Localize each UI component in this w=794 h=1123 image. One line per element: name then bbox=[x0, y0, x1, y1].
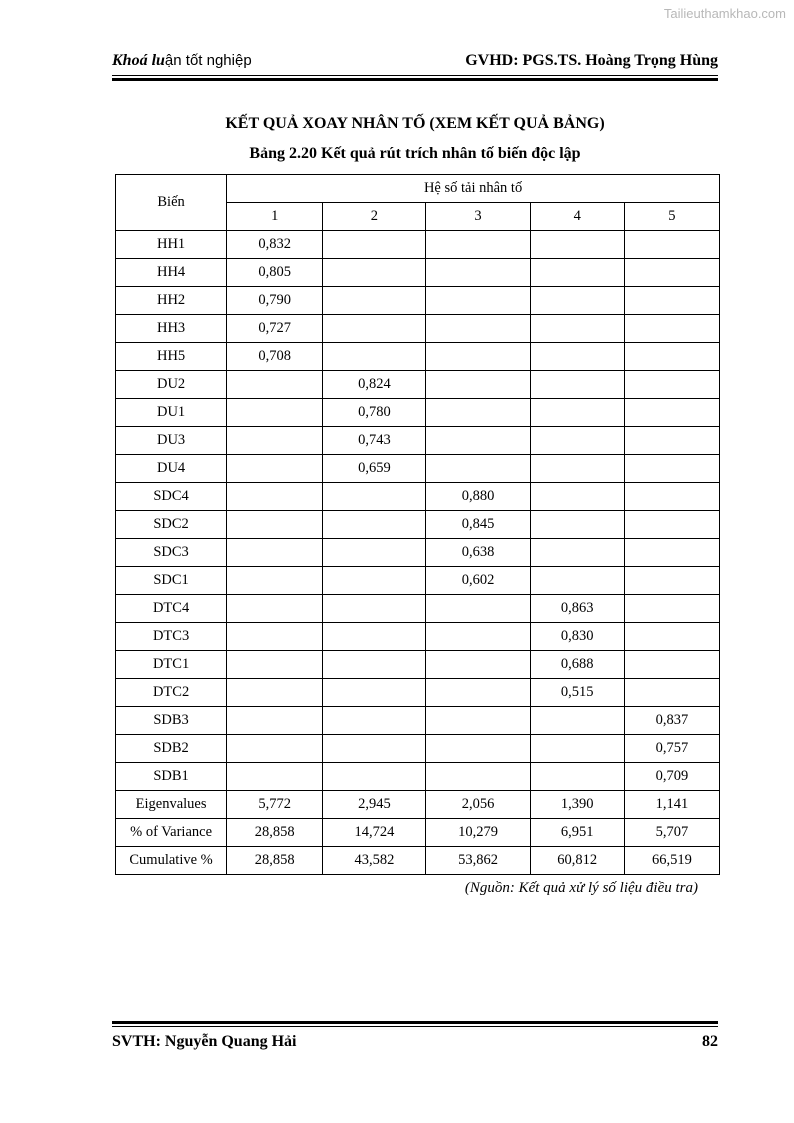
header-advisor: GVHD: PGS.TS. Hoàng Trọng Hùng bbox=[465, 52, 718, 69]
variable-cell: SDB2 bbox=[116, 735, 227, 763]
loading-cell: 0,805 bbox=[227, 259, 323, 287]
page-number: 82 bbox=[702, 1033, 718, 1050]
source-note: (Nguồn: Kết quả xử lý số liệu điều tra) bbox=[464, 880, 698, 896]
loading-cell bbox=[426, 371, 530, 399]
loading-cell bbox=[530, 399, 624, 427]
loading-cell bbox=[323, 343, 426, 371]
loading-cell: 5,772 bbox=[227, 791, 323, 819]
table-row bbox=[116, 315, 720, 343]
loading-cell bbox=[624, 651, 719, 679]
variable-cell: SDB3 bbox=[116, 707, 227, 735]
table-row bbox=[116, 427, 720, 455]
loading-cell: 0,515 bbox=[530, 679, 624, 707]
variable-cell: DTC3 bbox=[116, 623, 227, 651]
table-row bbox=[116, 287, 720, 315]
loading-cell: 10,279 bbox=[426, 819, 530, 847]
loading-cell bbox=[426, 735, 530, 763]
variable-cell: DTC2 bbox=[116, 679, 227, 707]
table-caption: Bảng 2.20 Kết quả rút trích nhân tố biến độc lập bbox=[249, 145, 581, 162]
variable-cell: DU3 bbox=[116, 427, 227, 455]
loading-cell bbox=[530, 707, 624, 735]
page-footer bbox=[112, 1031, 718, 1053]
table-row bbox=[116, 231, 720, 259]
loading-cell: 2,945 bbox=[323, 791, 426, 819]
loading-cell bbox=[227, 399, 323, 427]
loading-cell bbox=[426, 623, 530, 651]
loading-cell: 0,659 bbox=[323, 455, 426, 483]
loading-cell bbox=[624, 259, 719, 287]
loading-cell bbox=[624, 315, 719, 343]
loading-cell bbox=[624, 427, 719, 455]
loading-cell bbox=[426, 455, 530, 483]
loading-cell bbox=[323, 735, 426, 763]
loading-cell bbox=[530, 511, 624, 539]
loading-cell: 0,863 bbox=[530, 595, 624, 623]
loading-cell: 53,862 bbox=[426, 847, 530, 875]
watermark: Tailieuthamkhao.com bbox=[663, 6, 786, 21]
loading-cell bbox=[227, 427, 323, 455]
loading-cell bbox=[530, 315, 624, 343]
factor-header: 1 bbox=[227, 203, 323, 231]
loading-cell bbox=[530, 371, 624, 399]
table-row bbox=[116, 259, 720, 287]
loading-cell bbox=[530, 427, 624, 455]
loading-cell: 14,724 bbox=[323, 819, 426, 847]
factor-group-header: Hệ số tải nhân tố bbox=[227, 175, 720, 203]
table-row bbox=[116, 595, 720, 623]
loading-cell bbox=[530, 259, 624, 287]
loading-cell bbox=[530, 735, 624, 763]
loading-cell bbox=[426, 343, 530, 371]
loading-cell: 0,709 bbox=[624, 763, 719, 791]
loading-cell: 0,837 bbox=[624, 707, 719, 735]
loading-cell bbox=[624, 567, 719, 595]
header-left-rest: ận tốt nghiệp bbox=[164, 52, 252, 69]
variable-cell: HH4 bbox=[116, 259, 227, 287]
loading-cell bbox=[227, 455, 323, 483]
loading-cell: 0,708 bbox=[227, 343, 323, 371]
loading-cell: 2,056 bbox=[426, 791, 530, 819]
footer-rule-thick bbox=[112, 1021, 718, 1024]
factor-header: 5 bbox=[624, 203, 719, 231]
loading-cell bbox=[530, 287, 624, 315]
loading-cell bbox=[624, 287, 719, 315]
loading-cell: 0,780 bbox=[323, 399, 426, 427]
loading-cell bbox=[530, 455, 624, 483]
loading-cell bbox=[227, 763, 323, 791]
header-left bbox=[112, 52, 252, 70]
table-row bbox=[116, 651, 720, 679]
loading-cell bbox=[530, 343, 624, 371]
summary-row bbox=[116, 847, 720, 875]
variable-cell: DTC4 bbox=[116, 595, 227, 623]
loading-cell bbox=[426, 231, 530, 259]
table-row bbox=[116, 511, 720, 539]
loading-cell bbox=[426, 399, 530, 427]
loading-cell bbox=[624, 343, 719, 371]
loading-cell bbox=[530, 231, 624, 259]
loading-cell bbox=[227, 623, 323, 651]
loading-cell: 43,582 bbox=[323, 847, 426, 875]
loading-cell: 0,845 bbox=[426, 511, 530, 539]
loading-cell bbox=[624, 399, 719, 427]
loading-cell: 1,390 bbox=[530, 791, 624, 819]
table-row bbox=[116, 343, 720, 371]
loading-cell bbox=[624, 623, 719, 651]
loading-cell bbox=[227, 707, 323, 735]
loading-cell bbox=[426, 259, 530, 287]
loading-cell bbox=[426, 287, 530, 315]
page-title: KẾT QUẢ XOAY NHÂN TỐ (XEM KẾT QUẢ BẢNG) bbox=[225, 115, 605, 132]
table-row bbox=[116, 735, 720, 763]
table-row bbox=[116, 483, 720, 511]
loading-cell: 0,757 bbox=[624, 735, 719, 763]
loading-cell bbox=[323, 567, 426, 595]
header-left-italic: Khoá lu bbox=[112, 52, 165, 69]
loading-cell bbox=[530, 483, 624, 511]
loading-cell bbox=[227, 567, 323, 595]
loading-cell bbox=[323, 287, 426, 315]
variable-cell: DU4 bbox=[116, 455, 227, 483]
table-body bbox=[116, 231, 720, 875]
table-row bbox=[116, 763, 720, 791]
factor-loadings-table bbox=[115, 174, 720, 875]
loading-cell bbox=[426, 427, 530, 455]
loading-cell: 0,790 bbox=[227, 287, 323, 315]
loading-cell bbox=[323, 511, 426, 539]
loading-cell: 60,812 bbox=[530, 847, 624, 875]
loading-cell bbox=[530, 539, 624, 567]
loading-cell bbox=[323, 679, 426, 707]
page-header bbox=[112, 50, 718, 72]
loading-cell bbox=[323, 483, 426, 511]
table-row bbox=[116, 371, 720, 399]
loading-cell bbox=[323, 707, 426, 735]
variable-cell: % of Variance bbox=[116, 819, 227, 847]
factor-header: 4 bbox=[530, 203, 624, 231]
loading-cell bbox=[426, 651, 530, 679]
loading-cell: 5,707 bbox=[624, 819, 719, 847]
loading-cell bbox=[323, 231, 426, 259]
loading-cell: 0,638 bbox=[426, 539, 530, 567]
loading-cell bbox=[624, 539, 719, 567]
loading-cell bbox=[323, 763, 426, 791]
variable-cell: SDC3 bbox=[116, 539, 227, 567]
loading-cell bbox=[624, 231, 719, 259]
loading-cell: 28,858 bbox=[227, 819, 323, 847]
factor-header: 2 bbox=[323, 203, 426, 231]
loading-cell bbox=[227, 539, 323, 567]
table-row bbox=[116, 623, 720, 651]
loading-cell bbox=[530, 567, 624, 595]
loading-cell bbox=[227, 651, 323, 679]
loading-cell: 1,141 bbox=[624, 791, 719, 819]
loading-cell bbox=[426, 679, 530, 707]
footer-rule-thin bbox=[112, 1026, 718, 1027]
variable-cell: SDC4 bbox=[116, 483, 227, 511]
loading-cell bbox=[323, 651, 426, 679]
loading-cell: 0,880 bbox=[426, 483, 530, 511]
loading-cell bbox=[323, 539, 426, 567]
loading-cell bbox=[624, 455, 719, 483]
factor-header: 3 bbox=[426, 203, 530, 231]
loading-cell bbox=[426, 315, 530, 343]
loading-cell bbox=[323, 315, 426, 343]
variable-cell: DU2 bbox=[116, 371, 227, 399]
table-row bbox=[116, 567, 720, 595]
loading-cell: 0,743 bbox=[323, 427, 426, 455]
loading-cell bbox=[227, 735, 323, 763]
loading-cell bbox=[426, 707, 530, 735]
loading-cell: 66,519 bbox=[624, 847, 719, 875]
table-row bbox=[116, 707, 720, 735]
variable-cell: Eigenvalues bbox=[116, 791, 227, 819]
variable-cell: SDC2 bbox=[116, 511, 227, 539]
summary-row bbox=[116, 819, 720, 847]
loading-cell: 0,832 bbox=[227, 231, 323, 259]
table-row bbox=[116, 679, 720, 707]
loading-cell: 0,688 bbox=[530, 651, 624, 679]
variable-cell: HH3 bbox=[116, 315, 227, 343]
loading-cell: 0,727 bbox=[227, 315, 323, 343]
loading-cell: 28,858 bbox=[227, 847, 323, 875]
loading-cell bbox=[227, 679, 323, 707]
variable-cell: HH1 bbox=[116, 231, 227, 259]
loading-cell bbox=[227, 371, 323, 399]
loading-cell bbox=[624, 511, 719, 539]
variable-cell: DTC1 bbox=[116, 651, 227, 679]
summary-row bbox=[116, 791, 720, 819]
loading-cell bbox=[624, 679, 719, 707]
loading-cell bbox=[323, 623, 426, 651]
loading-cell bbox=[323, 259, 426, 287]
loading-cell bbox=[227, 595, 323, 623]
header-rule-thick bbox=[112, 78, 718, 81]
loading-cell bbox=[624, 595, 719, 623]
loading-cell bbox=[227, 511, 323, 539]
loading-cell: 0,830 bbox=[530, 623, 624, 651]
variable-cell: SDC1 bbox=[116, 567, 227, 595]
loading-cell: 0,602 bbox=[426, 567, 530, 595]
table-row bbox=[116, 539, 720, 567]
loading-cell bbox=[624, 483, 719, 511]
loading-cell bbox=[323, 595, 426, 623]
table-row bbox=[116, 455, 720, 483]
footer-author: SVTH: Nguyễn Quang Hải bbox=[112, 1033, 297, 1050]
loading-cell: 6,951 bbox=[530, 819, 624, 847]
loading-cell bbox=[530, 763, 624, 791]
variable-cell: SDB1 bbox=[116, 763, 227, 791]
variable-header: Biến bbox=[116, 175, 227, 231]
loading-cell bbox=[426, 763, 530, 791]
loading-cell bbox=[426, 595, 530, 623]
loading-cell bbox=[227, 483, 323, 511]
table-row bbox=[116, 399, 720, 427]
variable-cell: DU1 bbox=[116, 399, 227, 427]
variable-cell: HH2 bbox=[116, 287, 227, 315]
loading-cell: 0,824 bbox=[323, 371, 426, 399]
loading-cell bbox=[624, 371, 719, 399]
variable-cell: Cumulative % bbox=[116, 847, 227, 875]
variable-cell: HH5 bbox=[116, 343, 227, 371]
header-rule-thin bbox=[112, 75, 718, 76]
